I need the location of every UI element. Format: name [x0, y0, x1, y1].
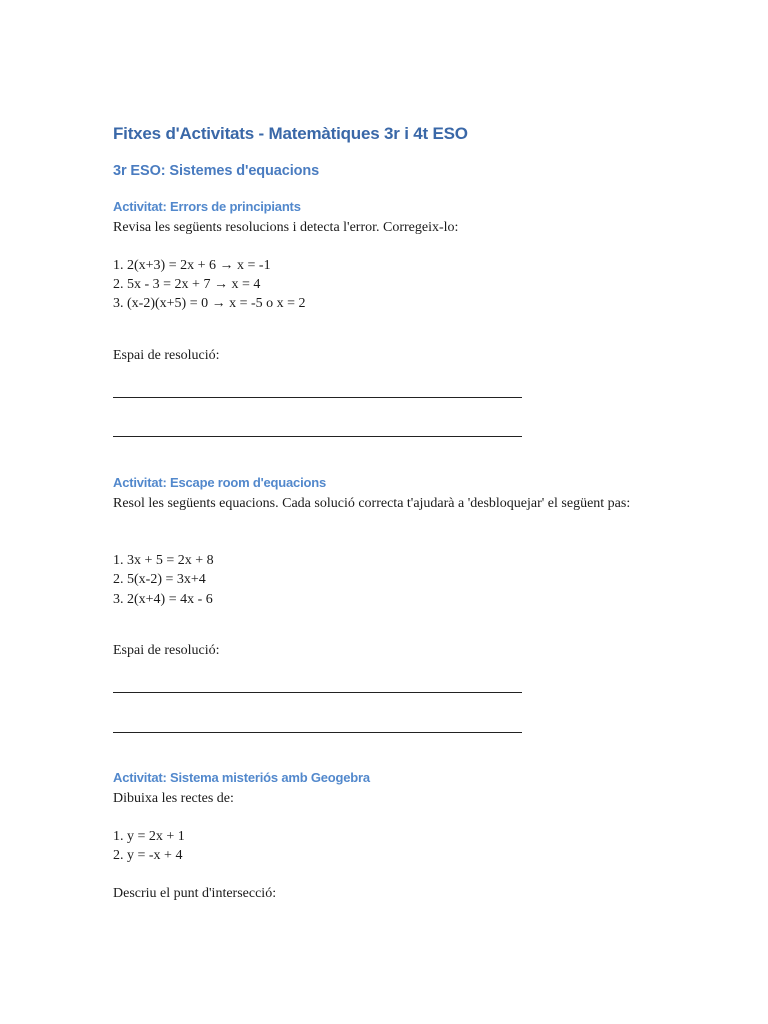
- list-item: 1. 2(x+3) = 2x + 6 → x = -1: [113, 258, 271, 273]
- activity-heading-escape-room: Activitat: Escape room d'equacions: [113, 475, 327, 490]
- activity-instruction-errors: Revisa les següents resolucions i detecta l'error. Corregeix-lo:: [113, 220, 459, 235]
- list-item: 1. y = 2x + 1: [113, 829, 185, 844]
- list-item: 3. 2(x+4) = 4x - 6: [113, 592, 213, 607]
- list-item: 2. 5x - 3 = 2x + 7 → x = 4: [113, 277, 261, 292]
- answer-line: [113, 397, 522, 398]
- answer-line: [113, 732, 522, 733]
- section-title: 3r ESO: Sistemes d'equacions: [113, 163, 320, 179]
- intersection-prompt: Descriu el punt d'intersecció:: [113, 886, 277, 901]
- document-title: Fitxes d'Activitats - Matemàtiques 3r i 4t ESO: [113, 124, 468, 143]
- list-item: 1. 3x + 5 = 2x + 8: [113, 553, 214, 568]
- activity-heading-errors: Activitat: Errors de principiants: [113, 199, 301, 214]
- activity-heading-geogebra: Activitat: Sistema misteriós amb Geogebra: [113, 770, 370, 785]
- activity-instruction-geogebra: Dibuixa les rectes de:: [113, 791, 234, 806]
- answer-line: [113, 692, 522, 693]
- list-item: 2. y = -x + 4: [113, 848, 183, 863]
- list-item: 3. (x-2)(x+5) = 0 → x = -5 o x = 2: [113, 296, 306, 311]
- workspace-label: Espai de resolució:: [113, 348, 220, 363]
- answer-line: [113, 436, 522, 437]
- workspace-label: Espai de resolució:: [113, 643, 220, 658]
- list-item: 2. 5(x-2) = 3x+4: [113, 572, 206, 587]
- activity-instruction-escape-room: Resol les següents equacions. Cada solució correcta t'ajudarà a 'desbloquejar' el següent pas:: [113, 496, 631, 511]
